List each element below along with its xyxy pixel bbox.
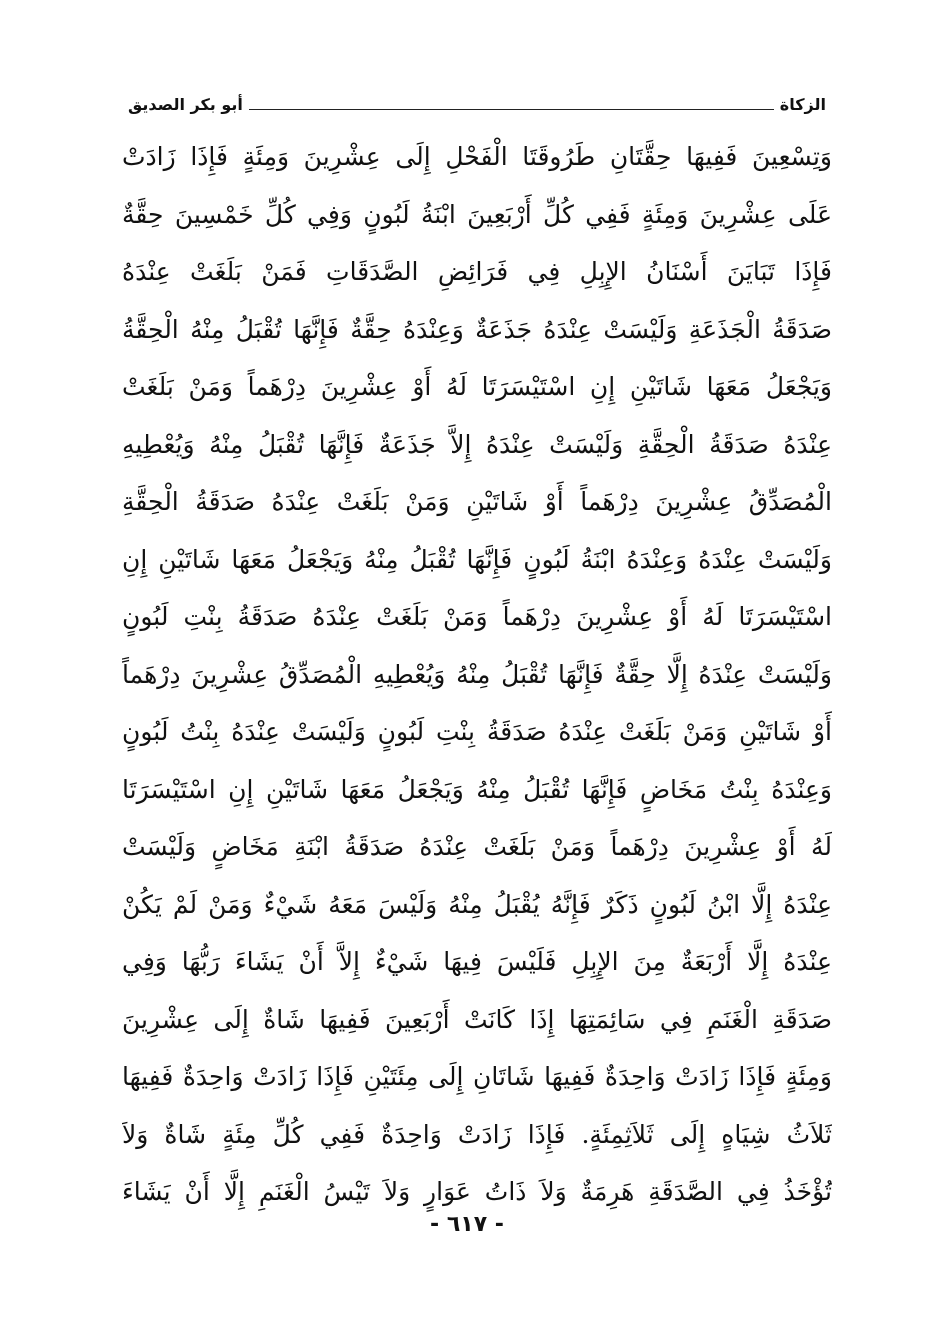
text-line: اسْتَيْسَرَتَا لَهُ أَوْ عِشْرِينَ دِرْهَماً وَمَنْ بَلَغَتْ عِنْدَهُ صَدَقَةُ بِنْتِ لَبُونٍ [122, 602, 832, 631]
text-line: لَهُ أَوْ عِشْرِينَ دِرْهَماً وَمَنْ بَلَغَتْ عِنْدَهُ صَدَقَةُ ابْنَةِ مَخَاضٍ وَلَيْسَتْ [122, 832, 832, 861]
header-section-title: الزكاة [774, 96, 832, 114]
text-line: ثَلاَثُ شِيَاهٍ إِلَى ثَلاَثِمِئَةٍ. فَإِذَا زَادَتْ وَاحِدَةٌ فَفِي كُلِّ مِئَةٍ شَاةٌ وَلاَ [122, 1119, 832, 1149]
text-line: وَعِنْدَهُ بِنْتُ مَخَاضٍ فَإِنَّهَا تُقْبَلُ مِنْهُ وَيَجْعَلُ مَعَهَا شَاتَيْنِ إِنِ اسْتَيْسَرَتَا [122, 774, 832, 804]
text-line: أَوْ شَاتَيْنِ وَمَنْ بَلَغَتْ عِنْدَهُ صَدَقَةُ بِنْتِ لَبُونٍ وَلَيْسَتْ عِنْدَهُ بِنْتُ لَبُونٍ [122, 717, 832, 746]
page-number: - ٦١٧ - [430, 1212, 504, 1237]
text-line: عِنْدَهُ صَدَقَةُ الْحِقَّةِ وَلَيْسَتْ عِنْدَهُ إِلاَّ جَذَعَةٌ فَإِنَّهَا تُقْبَلُ مِنْهُ وَيُعْطِيهِ [122, 429, 832, 459]
text-line: وَلَيْسَتْ عِنْدَهُ وَعِنْدَهُ ابْنَةُ لَبُونٍ فَإِنَّهَا تُقْبَلُ مِنْهُ وَيَجْعَلُ مَعَهَا شَاتَيْنِ إِنِ [122, 544, 832, 574]
text-line: صَدَقَةِ الْغَنَمِ فِي سَائِمَتِهَا إِذَا كَانَتْ أَرْبَعِينَ فَفِيهَا شَاةٌ إِلَى عِشْرِينَ [122, 1004, 832, 1034]
text-line: عِنْدَهُ إِلَّا ابْنُ لَبُونٍ ذَكَرٌ فَإِنَّهُ يُقْبَلُ مِنْهُ وَلَيْسَ مَعَهُ شَيْءٌ وَمَنْ لَمْ يَكُنْ [122, 889, 832, 919]
text-line: وَلَيْسَتْ عِنْدَهُ إِلَّا حِقَّةٌ فَإِنَّهَا تُقْبَلُ مِنْهُ وَيُعْطِيهِ الْمُصَدِّقُ عِشْرِينَ دِرْهَماً [122, 659, 832, 689]
text-line: الْمُصَدِّقُ عِشْرِينَ دِرْهَماً أَوْ شَاتَيْنِ وَمَنْ بَلَغَتْ عِنْدَهُ صَدَقَةُ الْحِقَّةِ [122, 487, 832, 516]
text-line: وَتِسْعِينَ فَفِيهَا حِقَّتَانِ طَرُوقَتَا الْفَحْلِ إِلَى عِشْرِينَ وَمِئَةٍ فَإِذَا زَادَتْ [122, 142, 832, 171]
book-page [122, 84, 832, 1221]
page-body-text [122, 128, 832, 1221]
text-line: صَدَقَةُ الْجَذَعَةِ وَلَيْسَتْ عِنْدَهُ جَذَعَةٌ وَعِنْدَهُ حِقَّةٌ فَإِنَّهَا تُقْبَلُ مِنْهُ الْحِقَّةُ [122, 314, 832, 344]
text-line: عِنْدَهُ إِلَّا أَرْبَعَةٌ مِنَ الإِبِلِ فَلَيْسَ فِيهَا شَيْءٌ إِلاَّ أَنْ يَشَاءَ رَبُّهَا وَفِي [122, 947, 832, 976]
header-chapter-title: أبو بكر الصديق [122, 96, 249, 114]
running-header [122, 84, 832, 114]
text-line: تُؤْخَذُ فِي الصَّدَقَةِ هَرِمَةٌ وَلاَ ذَاتُ عَوَارٍ وَلاَ تَيْسُ الْغَنَمِ إِلَّا أَنْ يَشَاءَ [122, 1177, 832, 1206]
text-line: وَمِئَةٍ فَإِذَا زَادَتْ وَاحِدَةٌ فَفِيهَا شَاتَانِ إِلَى مِئَتَيْنِ فَإِذَا زَادَتْ وَاحِدَةٌ فَفِيهَا [122, 1062, 832, 1091]
text-line: فَإِذَا تَبَايَنَ أَسْنَانُ الإِبِلِ فِي فَرَائِضِ الصَّدَقَاتِ فَمَنْ بَلَغَتْ عِنْدَهُ [122, 257, 832, 286]
text-line: وَيَجْعَلُ مَعَهَا شَاتَيْنِ إِنِ اسْتَيْسَرَتَا لَهُ أَوْ عِشْرِينَ دِرْهَماً وَمَنْ بَلَغَتْ [122, 372, 832, 401]
text-line: عَلَى عِشْرِينَ وَمِئَةٍ فَفِي كُلِّ أَرْبَعِينَ ابْنَةُ لَبُونٍ وَفِي كُلِّ خَمْسِينَ حِقَّةٌ [122, 199, 832, 229]
